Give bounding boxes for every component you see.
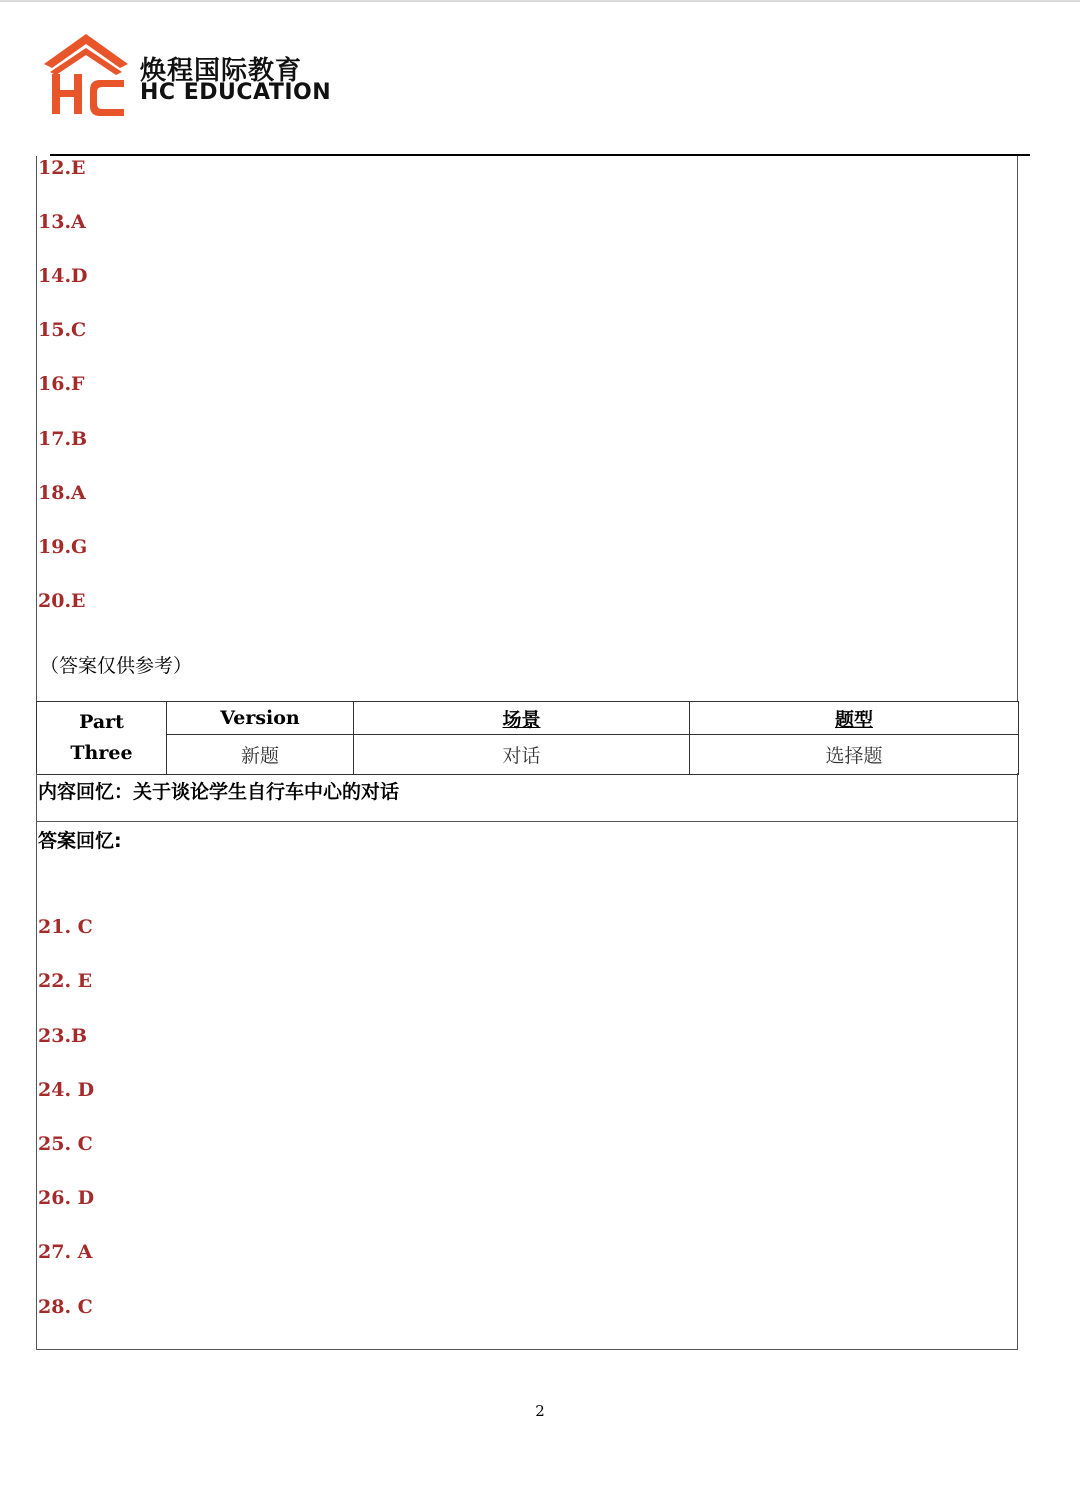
answer-item: 26. D <box>38 1187 95 1209</box>
answer-item: 13.A <box>38 211 86 233</box>
answer-item: 24. D <box>38 1079 95 1101</box>
answer-item: 28. C <box>38 1296 93 1318</box>
page-number: 2 <box>535 1402 545 1420</box>
version-header: Version <box>167 702 354 735</box>
answer-item: 23.B <box>38 1025 88 1047</box>
scene-value: 对话 <box>354 735 690 775</box>
logo-english-name: HC EDUCATION <box>140 80 332 105</box>
answer-item: 27. A <box>38 1241 93 1263</box>
answer-item: 22. E <box>38 970 93 992</box>
question-type-value: 选择题 <box>690 735 1019 775</box>
answers-recall-label: 答案回忆: <box>38 830 122 852</box>
answer-item: 20.E <box>38 590 86 612</box>
part-info-table <box>36 701 1019 775</box>
answer-item: 16.F <box>38 373 85 395</box>
content-divider <box>37 821 1017 822</box>
top-edge-rule <box>0 0 1080 2</box>
scene-header: 场景 <box>354 702 690 735</box>
answers-frame-part-three <box>36 773 1018 1350</box>
answer-item: 15.C <box>38 319 87 341</box>
answer-item: 14.D <box>38 265 88 287</box>
version-value: 新题 <box>167 735 354 775</box>
part-label-cell <box>37 702 167 775</box>
answer-item: 18.A <box>38 482 86 504</box>
answer-item: 21. C <box>38 916 93 938</box>
answer-item: 12.E <box>38 157 86 179</box>
content-recall: 内容回忆：关于谈论学生自行车中心的对话 <box>38 781 400 803</box>
hc-education-logo <box>40 30 340 122</box>
part-number: Three <box>70 742 133 764</box>
answer-item: 25. C <box>38 1133 93 1155</box>
part-label: Part <box>79 711 124 733</box>
reference-note: （答案仅供参考） <box>40 655 193 677</box>
answers-frame-part-two <box>36 156 1018 701</box>
answer-item: 17.B <box>38 428 88 450</box>
logo-chinese-name: 焕程国际教育 <box>140 56 303 86</box>
answer-item: 19.G <box>38 536 88 558</box>
question-type-header: 题型 <box>690 702 1019 735</box>
hc-logo-icon <box>40 30 132 122</box>
